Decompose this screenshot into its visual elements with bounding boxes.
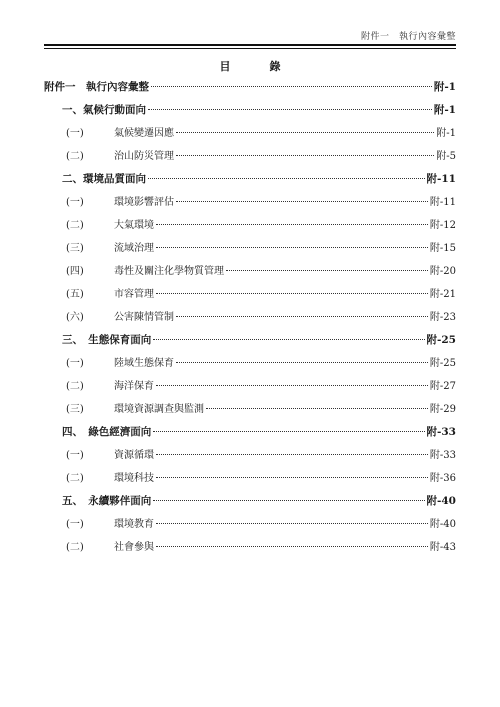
toc-entry-number: (三) xyxy=(66,404,84,415)
table-of-contents xyxy=(44,76,456,559)
toc-entry[interactable] xyxy=(44,191,456,214)
toc-entry-number: (一) xyxy=(66,450,84,461)
dot-leader xyxy=(176,316,428,317)
dot-leader xyxy=(176,155,434,156)
running-header: 附件一 執行內容彙整 xyxy=(360,32,456,42)
dot-leader xyxy=(206,408,428,409)
dot-leader xyxy=(153,431,424,432)
toc-entry[interactable] xyxy=(44,329,456,352)
toc-entry-number: 一、 xyxy=(62,104,83,116)
toc-entry-page: 附-25 xyxy=(429,358,456,369)
toc-entry[interactable] xyxy=(44,283,456,306)
toc-entry-number: (一) xyxy=(66,197,84,208)
toc-entry-label: 生態保育面向 xyxy=(88,334,152,346)
dot-leader xyxy=(156,224,428,225)
toc-entry-label: 環境資源調查與監測 xyxy=(114,404,204,415)
toc-entry[interactable] xyxy=(44,168,456,191)
toc-entry[interactable] xyxy=(44,237,456,260)
toc-entry-number: (一) xyxy=(66,358,84,369)
toc-entry[interactable] xyxy=(44,398,456,421)
toc-entry[interactable] xyxy=(44,306,456,329)
toc-entry[interactable] xyxy=(44,375,456,398)
toc-entry-label: 陸域生態保育 xyxy=(114,358,174,369)
toc-entry-label: 資源循環 xyxy=(114,450,154,461)
dot-leader xyxy=(176,132,434,133)
toc-entry-page: 附-43 xyxy=(429,542,456,553)
dot-leader xyxy=(176,362,428,363)
toc-entry[interactable] xyxy=(44,214,456,237)
toc-entry-number: (二) xyxy=(66,220,84,231)
dot-leader xyxy=(151,86,432,87)
dot-leader xyxy=(156,546,428,547)
toc-entry-label: 大氣環境 xyxy=(114,220,154,231)
toc-entry-page: 附-40 xyxy=(429,519,456,530)
dot-leader xyxy=(156,293,428,294)
toc-entry-page: 附-21 xyxy=(429,289,456,300)
toc-entry-page: 附-40 xyxy=(426,495,456,507)
toc-entry[interactable] xyxy=(44,467,456,490)
dot-leader xyxy=(148,178,425,179)
dot-leader xyxy=(153,339,424,340)
toc-entry-label: 永續夥伴面向 xyxy=(88,495,152,507)
toc-entry-label: 海洋保育 xyxy=(114,381,154,392)
toc-entry[interactable] xyxy=(44,145,456,168)
toc-entry-page: 附-25 xyxy=(426,334,456,346)
dot-leader xyxy=(226,270,428,271)
toc-entry[interactable] xyxy=(44,76,456,99)
dot-leader xyxy=(153,500,424,501)
toc-entry-number: 二、 xyxy=(62,173,83,185)
toc-entry-label: 綠色經濟面向 xyxy=(88,426,152,438)
toc-entry[interactable] xyxy=(44,490,456,513)
toc-entry-page: 附-11 xyxy=(426,173,456,185)
toc-entry-number: (二) xyxy=(66,473,84,484)
toc-entry-page: 附-15 xyxy=(429,243,456,254)
toc-entry-label: 環境教育 xyxy=(114,519,154,530)
toc-entry[interactable] xyxy=(44,444,456,467)
toc-entry-page: 附-12 xyxy=(429,220,456,231)
toc-entry-number: 三、 xyxy=(62,334,89,346)
toc-entry-page: 附-33 xyxy=(429,450,456,461)
dot-leader xyxy=(156,523,428,524)
toc-entry-number: (二) xyxy=(66,542,84,553)
toc-entry-label: 附件一 執行內容彙整 xyxy=(44,81,149,93)
toc-entry-page: 附-11 xyxy=(429,197,456,208)
toc-entry-page: 附-5 xyxy=(436,151,456,162)
toc-entry-label: 公害陳情管制 xyxy=(114,312,174,323)
toc-entry-number: (二) xyxy=(66,151,84,162)
toc-entry-number: (一) xyxy=(66,128,84,139)
toc-entry-label: 流域治理 xyxy=(114,243,154,254)
toc-entry-label: 氣候行動面向 xyxy=(83,104,146,116)
header-rule-thick xyxy=(44,44,456,46)
toc-entry-label: 環境品質面向 xyxy=(83,173,146,185)
toc-entry-number: (一) xyxy=(66,519,84,530)
dot-leader xyxy=(156,247,428,248)
toc-entry[interactable] xyxy=(44,352,456,375)
toc-entry[interactable] xyxy=(44,122,456,145)
dot-leader xyxy=(156,477,428,478)
toc-entry-number: 五、 xyxy=(62,495,89,507)
toc-entry-label: 市容管理 xyxy=(114,289,154,300)
toc-entry-label: 氣候變遷因應 xyxy=(114,128,174,139)
dot-leader xyxy=(156,454,428,455)
toc-entry-page: 附-23 xyxy=(429,312,456,323)
toc-entry[interactable] xyxy=(44,260,456,283)
toc-entry-page: 附-1 xyxy=(433,81,456,93)
toc-entry-number: (二) xyxy=(66,381,84,392)
toc-entry[interactable] xyxy=(44,99,456,122)
toc-entry[interactable] xyxy=(44,513,456,536)
toc-entry-number: (六) xyxy=(66,312,84,323)
toc-entry-number: (三) xyxy=(66,243,84,254)
toc-entry-number: (四) xyxy=(66,266,84,277)
toc-entry-page: 附-29 xyxy=(429,404,456,415)
toc-entry-label: 環境科技 xyxy=(114,473,154,484)
toc-entry-label: 社會參與 xyxy=(114,542,154,553)
toc-entry-number: 四、 xyxy=(62,426,89,438)
toc-entry[interactable] xyxy=(44,421,456,444)
toc-entry-label: 環境影響評估 xyxy=(114,197,174,208)
toc-entry-label: 毒性及關注化學物質管理 xyxy=(114,266,224,277)
toc-entry-page: 附-1 xyxy=(436,128,456,139)
toc-entry-label: 治山防災管理 xyxy=(114,151,174,162)
toc-entry-page: 附-36 xyxy=(429,473,456,484)
dot-leader xyxy=(176,201,428,202)
toc-entry-page: 附-20 xyxy=(429,266,456,277)
toc-title: 目 錄 xyxy=(219,60,295,73)
toc-entry-number: (五) xyxy=(66,289,84,300)
dot-leader xyxy=(148,109,432,110)
header-rule-thin xyxy=(44,48,456,49)
toc-entry-page: 附-27 xyxy=(429,381,456,392)
dot-leader xyxy=(156,385,428,386)
toc-entry-page: 附-33 xyxy=(426,426,456,438)
toc-entry-page: 附-1 xyxy=(433,104,456,116)
toc-entry[interactable] xyxy=(44,536,456,559)
